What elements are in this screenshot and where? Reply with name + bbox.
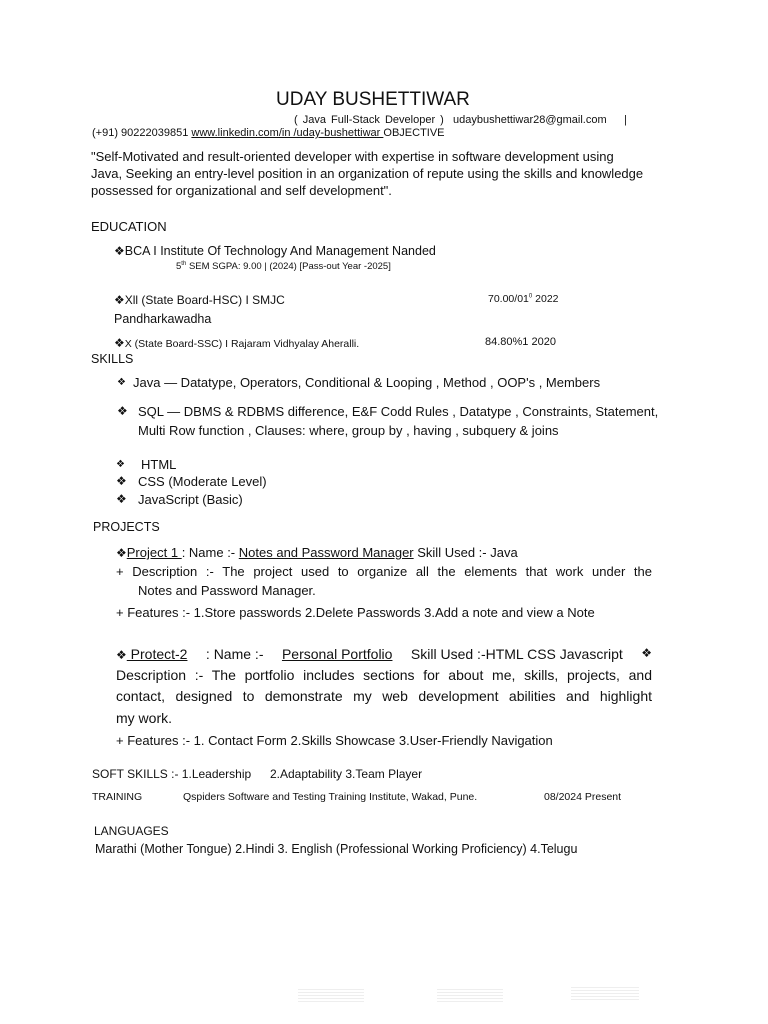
education-item-x [114,336,359,350]
project-1-skill: Skill Used :- Java [413,545,518,560]
x-text: X (State Board-SSC) I Rajaram Vidhyalay Aheralli. [124,338,360,350]
project-2-title-line: ❖ Protect-2 : Name :- Personal Portfolio Skill Used :-HTML CSS Javascript ❖ [116,646,652,662]
diamond-bullet-icon: ❖ [114,336,125,350]
diamond-bullet-icon: ❖ [641,646,652,660]
project-2-desc-line-3: my work. [116,710,172,726]
phone-text: (+91) 90222039851 [92,127,189,139]
diamond-bullet-icon: ❖ [116,492,127,506]
project-2-features: + Features :- 1. Contact Form 2.Skills Showcase 3.User-Friendly Navigation [116,733,553,748]
skill-sql-line-1: SQL — DBMS & RDBMS difference, E&F Codd Rules , Datatype , Constraints, Statement, [138,404,659,419]
x-score: 84.80%1 2020 [485,336,556,348]
education-item-bca [114,244,436,258]
xii-score: $70.00/01^0$ 2022 [488,293,559,305]
diamond-bullet-icon: ❖ [117,404,128,418]
project-1-desc-line-2: Notes and Password Manager. [138,583,316,598]
skills-heading: SKILLS [91,352,134,366]
soft-skills-label: SOFT SKILLS :- 1.Leadership [92,767,252,781]
job-role: ( Java Full-Stack Developer ) [294,114,444,126]
bca-text: BCA I Institute Of Technology And Management Nanded [124,244,436,258]
education-item-xii [114,293,285,307]
objective-line-2: Java, Seeking an entry-level position in an organization of repute using the skills and knowledge [91,166,644,181]
diamond-bullet-icon: ❖ [114,244,125,258]
languages-list: Marathi (Mother Tongue) 2.Hindi 3. English (Professional Working Proficiency) 4.Telugu [95,842,578,856]
objective-line-3: possessed for organizational and self development". [91,183,392,198]
objective-line-1: "Self-Motivated and result-oriented developer with expertise in software development using [91,149,614,164]
projects-heading: PROJECTS [93,520,160,534]
scan-artifact [571,986,639,1000]
scan-artifact [437,988,503,1002]
project-1-desc-line-1: + Description :- The project used to organize all the elements that work under the [116,564,652,579]
bca-detail: 5th SEM SGPA: 9.00 | (2024) [Pass-out Year -2025] [176,261,391,273]
contact-line [92,127,445,139]
project-1-title-line: ❖Project 1 : Name :- Notes and Password Manager Skill Used :- Java [116,545,518,560]
diamond-bullet-icon: ❖ [116,474,127,488]
project-1-features: + Features :- 1.Store passwords 2.Delete Passwords 3.Add a note and view a Note [116,605,595,620]
diamond-bullet-icon: ❖ [116,546,127,560]
xii-text: Xll (State Board-HSC) I SMJC [124,293,285,307]
project-1-name: Notes and Password Manager [238,545,414,560]
email-text: udaybushettiwar28@gmail.com [453,114,607,126]
training-period: 08/2024 Present [544,791,622,803]
languages-heading: LANGUAGES [94,824,169,838]
diamond-bullet-icon: ❖ [117,377,126,388]
soft-skills-rest: 2.Adaptability 3.Team Player [270,767,423,781]
skill-sql-line-2: Multi Row function , Clauses: where, group by , having , subquery & joins [138,423,559,438]
diamond-bullet-icon: ❖ [114,293,125,307]
training-label: TRAINING [92,791,143,803]
skill-java: Java — Datatype, Operators, Conditional & Looping , Method , OOP's , Members [133,375,601,390]
project-2-desc-line-2: contact, designed to demonstrate my web development abilities and highlight [116,688,652,704]
scan-artifact [298,988,364,1002]
diamond-bullet-icon: ❖ [116,459,125,470]
skill-css: CSS (Moderate Level) [138,474,267,489]
skill-javascript: JavaScript (Basic) [138,492,243,507]
resume-name: UDAY BUSHETTIWAR [276,89,470,110]
project-1-label: Project 1 [126,545,182,560]
project-2-label: Protect-2 [126,646,188,662]
header-separator: | [624,114,627,126]
xii-place: Pandharkawadha [114,312,212,326]
diamond-bullet-icon: ❖ [116,648,127,662]
linkedin-link[interactable]: www.linkedin.com/in /uday-bushettiwar [191,127,384,139]
education-heading: EDUCATION [91,219,167,234]
project-2-name: Personal Portfolio [281,646,393,662]
objective-heading: OBJECTIVE [383,127,445,139]
skill-html: HTML [141,457,177,472]
project-2-desc-line-1: Description :- The portfolio includes sections for about me, skills, projects, and [116,667,652,683]
project-2-skill: Skill Used :-HTML CSS Javascript [410,646,623,662]
training-institute: Qspiders Software and Testing Training Institute, Wakad, Pune. [183,791,478,803]
